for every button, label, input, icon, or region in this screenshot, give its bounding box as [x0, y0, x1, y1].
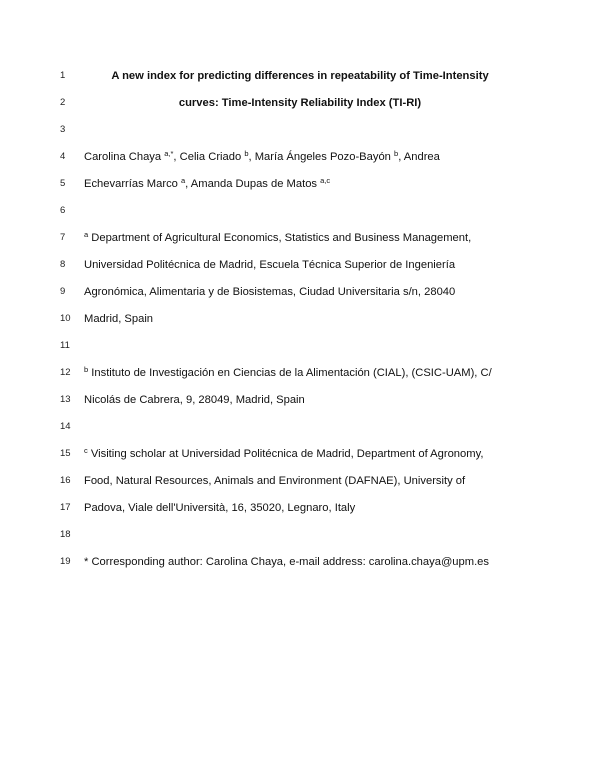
line-number: 15: [60, 448, 71, 459]
line-number: 2: [60, 97, 66, 108]
line-number: 5: [60, 178, 66, 189]
affiliation-b: $^b$ Instituto de Investigación en Ciencias de la Alimentación (CIAL), (CSIC-UAM), C/: [84, 365, 492, 379]
line-number: 1: [60, 70, 66, 81]
author-affiliation-marker: a,*: [164, 149, 174, 158]
affiliation-marker: a: [84, 230, 89, 239]
manuscript-line: [0, 365, 600, 381]
author-name: Carolina Chaya: [84, 151, 162, 163]
manuscript-line: [0, 284, 600, 300]
affiliation-text: Agronómica, Alimentaria y de Biosistemas, Ciudad Universitaria s/n, 28040: [84, 286, 456, 298]
author-name: , Andrea: [398, 151, 440, 163]
line-number: 16: [60, 475, 71, 486]
author-affiliation-marker: b: [394, 149, 399, 158]
line-number: 7: [60, 232, 66, 243]
line-number: 14: [60, 421, 71, 432]
manuscript-line: [0, 392, 600, 408]
affiliation-text: Madrid, Spain: [84, 313, 154, 325]
line-number: 6: [60, 205, 66, 216]
affiliation-marker: b: [84, 365, 89, 374]
manuscript-line: [0, 311, 600, 327]
line-number: 18: [60, 529, 71, 540]
author-name: Amanda Dupas de Matos: [190, 178, 318, 190]
manuscript-line: [0, 554, 600, 570]
affiliation-text: Nicolás de Cabrera, 9, 28049, Madrid, Spain: [84, 394, 305, 406]
line-number: 10: [60, 313, 71, 324]
line-number: 8: [60, 259, 66, 270]
affiliation-marker: c: [84, 446, 88, 455]
line-number: 17: [60, 502, 71, 513]
affiliation-a: $^a$ Department of Agricultural Economics, Statistics and Business Management,: [84, 230, 472, 244]
manuscript-line: [0, 527, 600, 543]
line-number: 13: [60, 394, 71, 405]
author-name: María Ángeles Pozo-Bayón: [254, 151, 391, 163]
manuscript-line: [0, 446, 600, 462]
title-line-2: curves: Time-Intensity Reliability Index (TI-RI): [178, 97, 422, 109]
manuscript-line: [0, 203, 600, 219]
manuscript-line: [0, 338, 600, 354]
author-affiliation-marker: b: [244, 149, 249, 158]
manuscript-line: [0, 68, 600, 84]
corresponding-author-note: * Corresponding author: Carolina Chaya, e-mail address: carolina.chaya@upm.es: [84, 556, 489, 568]
manuscript-line: [0, 473, 600, 489]
manuscript-line: [0, 176, 600, 192]
line-number: 9: [60, 286, 66, 297]
author-affiliation-marker: a: [181, 176, 186, 185]
line-number: 4: [60, 151, 66, 162]
manuscript-line: [0, 419, 600, 435]
affiliation-c: $^c$ Visiting scholar at Universidad Politécnica de Madrid, Department of Agronomy,: [84, 446, 484, 460]
line-number: 11: [60, 340, 70, 351]
manuscript-line: [0, 149, 600, 165]
manuscript-line: [0, 95, 600, 111]
affiliation-text: Padova, Viale dell'Università, 16, 35020, Legnaro, Italy: [84, 502, 356, 514]
affiliation-text: Universidad Politécnica de Madrid, Escuela Técnica Superior de Ingeniería: [84, 259, 456, 271]
manuscript-line: [0, 122, 600, 138]
author-list: Carolina Chaya $^{a,*}$, Celia Criado $^b$, María Ángeles Pozo-Bayón $^b$, Andrea: [84, 149, 440, 163]
line-number: 19: [60, 556, 71, 567]
manuscript-line: [0, 257, 600, 273]
affiliation-text: Food, Natural Resources, Animals and Environment (DAFNAE), University of: [84, 475, 466, 487]
author-affiliation-marker: a,c: [320, 176, 331, 185]
manuscript-line: [0, 230, 600, 246]
title-line-1: A new index for predicting differences in repeatability of Time-Intensity: [111, 70, 489, 82]
author-name: Echevarrías Marco: [84, 178, 178, 190]
line-number: 3: [60, 124, 66, 135]
author-list-continued: Echevarrías Marco $^a$, Amanda Dupas de Matos $^{a,c}$: [84, 176, 331, 190]
author-name: Celia Criado: [179, 151, 242, 163]
manuscript-line: [0, 500, 600, 516]
line-number: 12: [60, 367, 71, 378]
